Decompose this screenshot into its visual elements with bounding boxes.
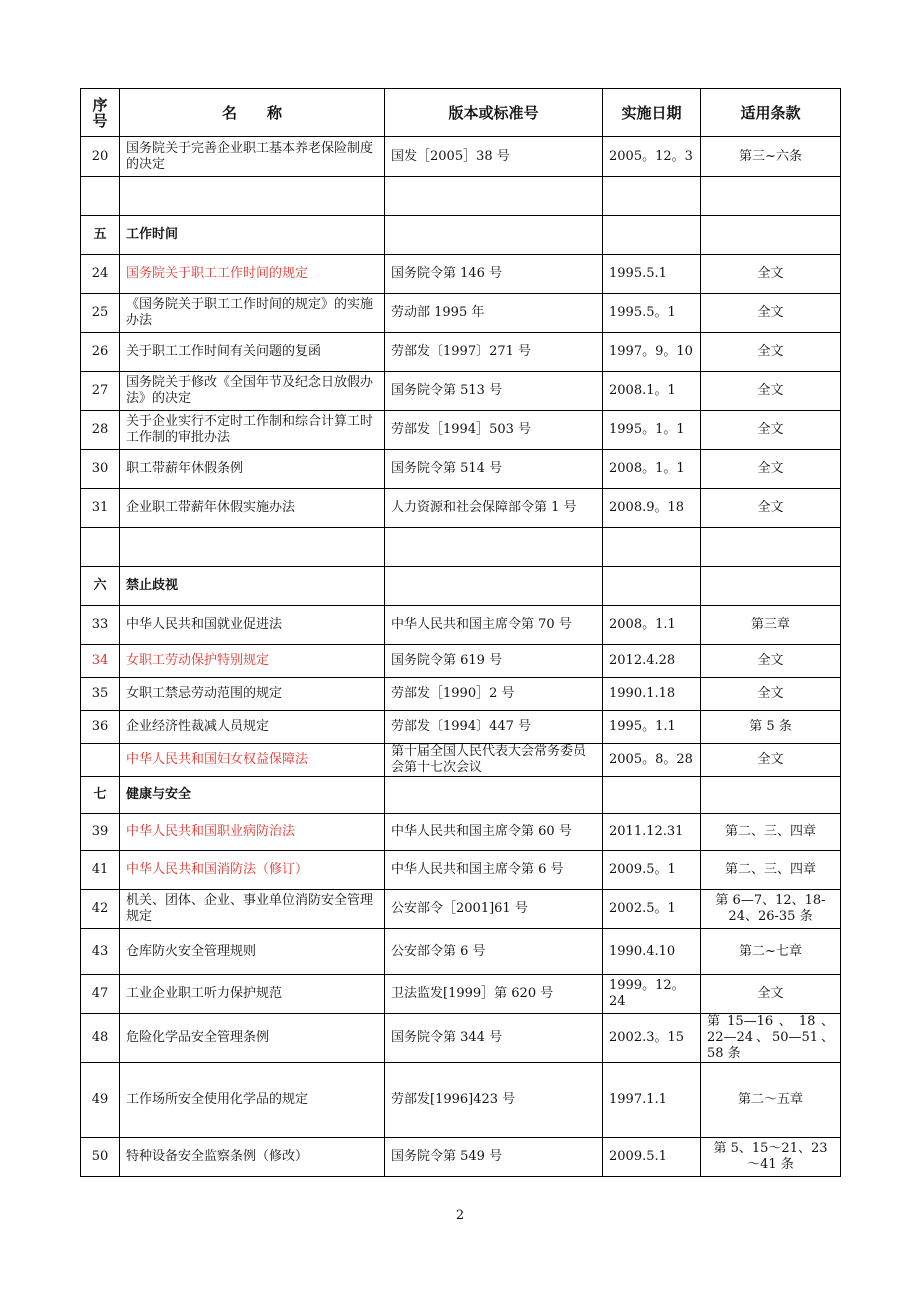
- version-number: 中华人民共和国主席令第 6 号: [385, 851, 603, 890]
- regulation-name: 国务院关于完善企业职工基本养老保险制度的决定: [120, 137, 385, 177]
- regulation-name: 国务院关于修改《全国年节及纪念日放假办法》的决定: [120, 372, 385, 411]
- header-date: 实施日期: [603, 89, 701, 137]
- table-row: [81, 814, 841, 851]
- effective-date: 2011.12.31: [603, 814, 701, 851]
- table-row: [81, 294, 841, 333]
- regulation-name: 职工带薪年休假条例: [120, 450, 385, 489]
- version-number: 国务院令第 146 号: [385, 255, 603, 294]
- effective-date: 2009.5.1: [603, 1138, 701, 1177]
- table-row: [81, 1014, 841, 1063]
- effective-date: 1990.4.10: [603, 929, 701, 975]
- effective-date: 1995.5。1: [603, 294, 701, 333]
- regulation-name: 女职工劳动保护特别规定: [120, 645, 385, 678]
- row-number: 27: [81, 372, 120, 411]
- version-number: 劳部发[1996]423 号: [385, 1063, 603, 1138]
- version-number: 公安部令第 6 号: [385, 929, 603, 975]
- applicable-articles: 第 6—7、12、18-24、26-35 条: [701, 890, 841, 929]
- version-number: 劳部发〔1997〕271 号: [385, 333, 603, 372]
- row-number: 36: [81, 711, 120, 744]
- applicable-articles: 第二~七章: [701, 929, 841, 975]
- section-row: [81, 777, 841, 814]
- empty-cell: [120, 177, 385, 216]
- regulation-name: 企业职工带薪年休假实施办法: [120, 489, 385, 528]
- table-row: [81, 450, 841, 489]
- empty-cell: [603, 567, 701, 606]
- row-number: 42: [81, 890, 120, 929]
- regulation-name: 企业经济性裁减人员规定: [120, 711, 385, 744]
- effective-date: 1995.5.1: [603, 255, 701, 294]
- empty-cell: [701, 567, 841, 606]
- row-number: 49: [81, 1063, 120, 1138]
- table-row: [81, 411, 841, 450]
- effective-date: 2002.5。1: [603, 890, 701, 929]
- applicable-articles: 全文: [701, 294, 841, 333]
- version-number: 国务院令第 344 号: [385, 1014, 603, 1063]
- empty-cell: [603, 528, 701, 567]
- empty-cell: [603, 777, 701, 814]
- regulation-name: 危险化学品安全管理条例: [120, 1014, 385, 1063]
- applicable-articles: 第 5、15～21、23～41 条: [701, 1138, 841, 1177]
- blank-row: [81, 528, 841, 567]
- section-title: 健康与安全: [120, 777, 385, 814]
- applicable-articles: 第 15—16 、 18 、 22—24、50—51、58 条: [701, 1014, 841, 1063]
- effective-date: 1997.1.1: [603, 1063, 701, 1138]
- version-number: 中华人民共和国主席令第 70 号: [385, 606, 603, 645]
- table-row: [81, 929, 841, 975]
- regulation-name: 中华人民共和国就业促进法: [120, 606, 385, 645]
- empty-cell: [701, 777, 841, 814]
- version-number: 中华人民共和国主席令第 60 号: [385, 814, 603, 851]
- section-title: 工作时间: [120, 216, 385, 255]
- table-row: [81, 678, 841, 711]
- applicable-articles: 全文: [701, 645, 841, 678]
- section-title: 禁止歧视: [120, 567, 385, 606]
- applicable-articles: 全文: [701, 333, 841, 372]
- row-number: 35: [81, 678, 120, 711]
- effective-date: 1990.1.18: [603, 678, 701, 711]
- applicable-articles: 第三~六条: [701, 137, 841, 177]
- applicable-articles: 全文: [701, 975, 841, 1014]
- section-row: [81, 567, 841, 606]
- effective-date: 1999。12。24: [603, 975, 701, 1014]
- table-row: [81, 137, 841, 177]
- applicable-articles: 全文: [701, 744, 841, 777]
- applicable-articles: 第三章: [701, 606, 841, 645]
- table-row: [81, 489, 841, 528]
- effective-date: 2005。8。28: [603, 744, 701, 777]
- empty-cell: [701, 528, 841, 567]
- regulation-name: 工作场所安全使用化学品的规定: [120, 1063, 385, 1138]
- effective-date: 2002.3。15: [603, 1014, 701, 1063]
- row-number: 50: [81, 1138, 120, 1177]
- version-number: 国务院令第 549 号: [385, 1138, 603, 1177]
- section-number: 七: [81, 777, 120, 814]
- table-row: [81, 645, 841, 678]
- regulation-name: 国务院关于职工工作时间的规定: [120, 255, 385, 294]
- row-number: 33: [81, 606, 120, 645]
- empty-cell: [603, 216, 701, 255]
- table-header-row: [81, 89, 841, 137]
- version-number: 国务院令第 619 号: [385, 645, 603, 678]
- effective-date: 2012.4.28: [603, 645, 701, 678]
- applicable-articles: 全文: [701, 450, 841, 489]
- applicable-articles: 第二、三、四章: [701, 851, 841, 890]
- row-number: 47: [81, 975, 120, 1014]
- version-number: 劳部发［1994］503 号: [385, 411, 603, 450]
- table-row: [81, 890, 841, 929]
- section-number: 五: [81, 216, 120, 255]
- header-seq: 序号: [81, 89, 120, 137]
- applicable-articles: 全文: [701, 489, 841, 528]
- empty-cell: [81, 177, 120, 216]
- regulation-name: 关于职工工作时间有关问题的复函: [120, 333, 385, 372]
- header-name: 名 称: [120, 89, 385, 137]
- regulation-name: 中华人民共和国妇女权益保障法: [120, 744, 385, 777]
- empty-cell: [385, 216, 603, 255]
- version-number: 劳部发〔1994〕447 号: [385, 711, 603, 744]
- regulation-name: 中华人民共和国职业病防治法: [120, 814, 385, 851]
- regulation-name: 中华人民共和国消防法（修订）: [120, 851, 385, 890]
- version-number: 人力资源和社会保障部令第 1 号: [385, 489, 603, 528]
- row-number: 24: [81, 255, 120, 294]
- regulation-name: 特种设备安全监察条例（修改）: [120, 1138, 385, 1177]
- empty-cell: [701, 177, 841, 216]
- table-row: [81, 606, 841, 645]
- empty-cell: [385, 528, 603, 567]
- effective-date: 2008。1。1: [603, 450, 701, 489]
- applicable-articles: 全文: [701, 678, 841, 711]
- regulation-name: 《国务院关于职工工作时间的规定》的实施办法: [120, 294, 385, 333]
- effective-date: 2008。1.1: [603, 606, 701, 645]
- empty-cell: [81, 528, 120, 567]
- version-number: 第十届全国人民代表大会常务委员会第十七次会议: [385, 744, 603, 777]
- row-number: 41: [81, 851, 120, 890]
- table-row: [81, 372, 841, 411]
- version-number: 国务院令第 514 号: [385, 450, 603, 489]
- empty-cell: [385, 177, 603, 216]
- table-row: [81, 975, 841, 1014]
- row-number: 26: [81, 333, 120, 372]
- regulation-name: 机关、团体、企业、事业单位消防安全管理规定: [120, 890, 385, 929]
- table-row: [81, 333, 841, 372]
- table-row: [81, 744, 841, 777]
- empty-cell: [701, 216, 841, 255]
- version-number: 公安部令［2001]61 号: [385, 890, 603, 929]
- version-number: 劳动部 1995 年: [385, 294, 603, 333]
- page-number: 2: [455, 1208, 465, 1223]
- header-version: 版本或标准号: [385, 89, 603, 137]
- version-number: 国务院令第 513 号: [385, 372, 603, 411]
- table-row: [81, 1138, 841, 1177]
- row-number: 28: [81, 411, 120, 450]
- applicable-articles: 第 5 条: [701, 711, 841, 744]
- regulation-name: 仓库防火安全管理规则: [120, 929, 385, 975]
- regulation-name: 关于企业实行不定时工作制和综合计算工时工作制的审批办法: [120, 411, 385, 450]
- empty-cell: [120, 528, 385, 567]
- row-number: 48: [81, 1014, 120, 1063]
- empty-cell: [603, 177, 701, 216]
- table-row: [81, 255, 841, 294]
- effective-date: 1995。1.1: [603, 711, 701, 744]
- blank-row: [81, 177, 841, 216]
- section-row: [81, 216, 841, 255]
- applicable-articles: 第二、三、四章: [701, 814, 841, 851]
- regulation-name: 女职工禁忌劳动范围的规定: [120, 678, 385, 711]
- row-number: 31: [81, 489, 120, 528]
- version-number: 国发［2005］38 号: [385, 137, 603, 177]
- row-number: 25: [81, 294, 120, 333]
- table-row: [81, 711, 841, 744]
- row-number: [81, 744, 120, 777]
- row-number: 39: [81, 814, 120, 851]
- effective-date: 2008.9。18: [603, 489, 701, 528]
- row-number: 34: [81, 645, 120, 678]
- empty-cell: [385, 777, 603, 814]
- section-number: 六: [81, 567, 120, 606]
- header-articles: 适用条款: [701, 89, 841, 137]
- applicable-articles: 全文: [701, 372, 841, 411]
- applicable-articles: 全文: [701, 411, 841, 450]
- row-number: 43: [81, 929, 120, 975]
- effective-date: 1995。1。1: [603, 411, 701, 450]
- effective-date: 2005。12。3: [603, 137, 701, 177]
- row-number: 20: [81, 137, 120, 177]
- version-number: 卫法监发[1999］第 620 号: [385, 975, 603, 1014]
- table-row: [81, 1063, 841, 1138]
- effective-date: 1997。9。10: [603, 333, 701, 372]
- row-number: 30: [81, 450, 120, 489]
- applicable-articles: 全文: [701, 255, 841, 294]
- effective-date: 2008.1。1: [603, 372, 701, 411]
- effective-date: 2009.5。1: [603, 851, 701, 890]
- version-number: 劳部发［1990］2 号: [385, 678, 603, 711]
- regulation-name: 工业企业职工听力保护规范: [120, 975, 385, 1014]
- table-row: [81, 851, 841, 890]
- regulations-table: [80, 88, 841, 1177]
- empty-cell: [385, 567, 603, 606]
- applicable-articles: 第二～五章: [701, 1063, 841, 1138]
